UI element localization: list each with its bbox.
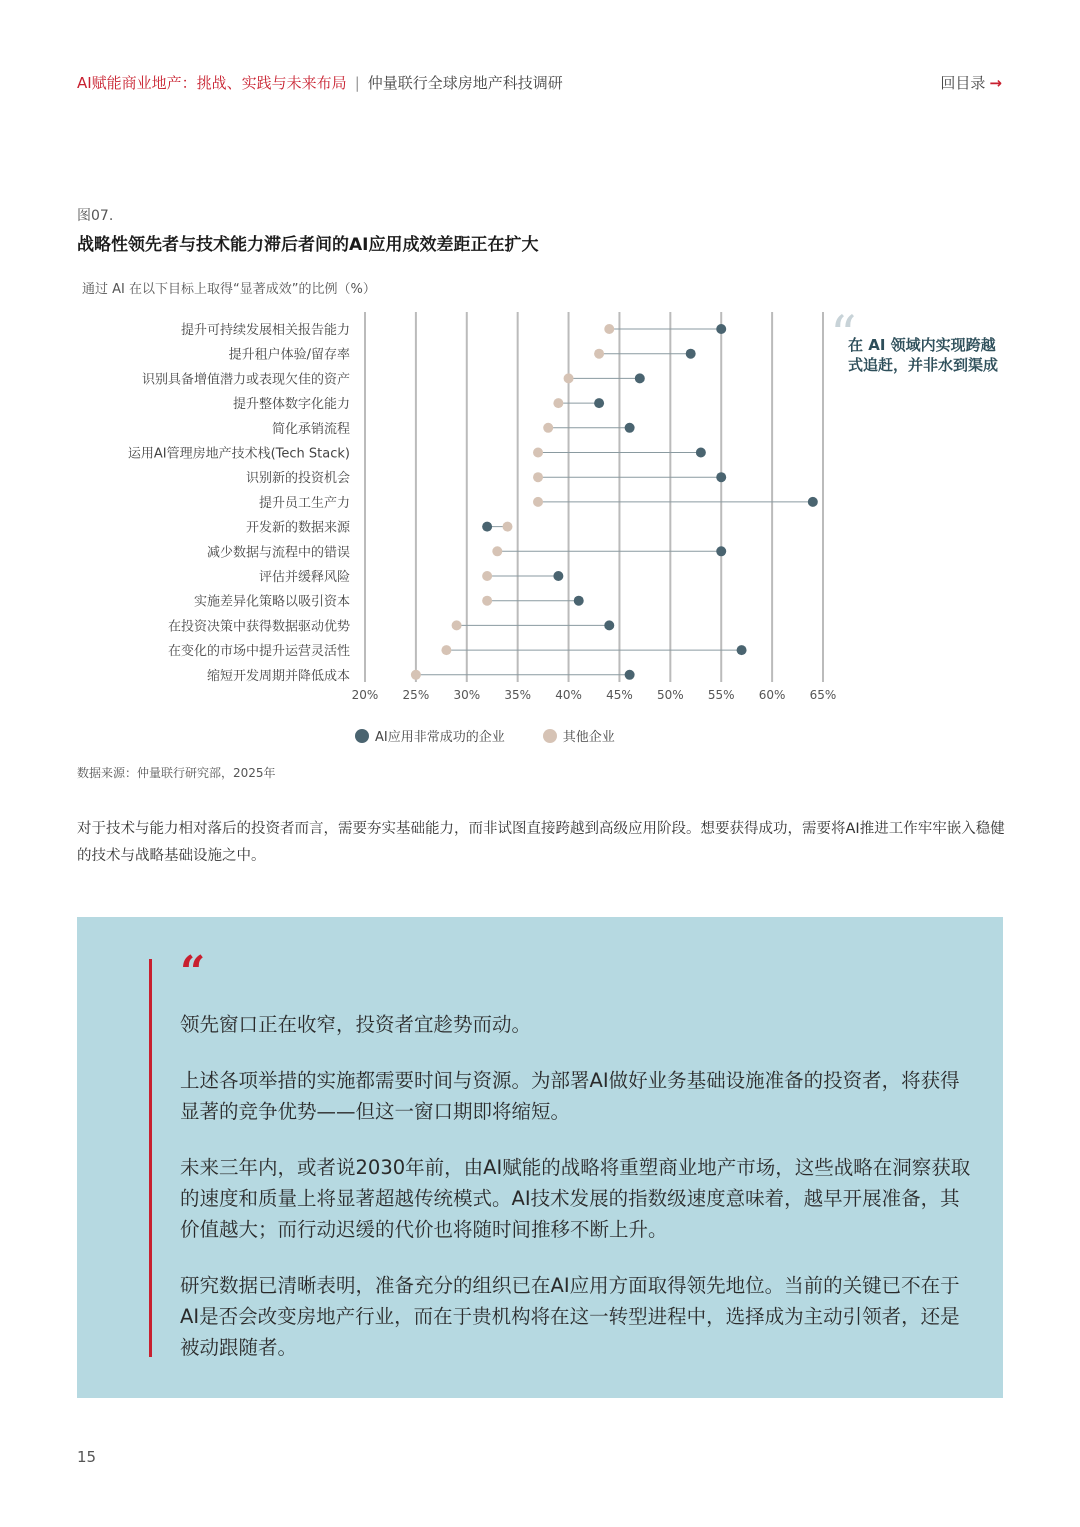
x-tick-label: 25% <box>402 688 430 702</box>
point-successful <box>635 373 645 383</box>
category-label: 评估并缓释风险 <box>258 570 350 585</box>
legend-dot-dark <box>355 729 369 743</box>
point-successful <box>737 645 747 655</box>
category-label: 提升整体数字化能力 <box>232 397 350 413</box>
category-label: 减少数据与流程中的错误 <box>206 545 350 561</box>
point-others <box>594 349 604 359</box>
x-tick-label: 60% <box>758 688 786 702</box>
body-paragraph: 对于技术与能力相对落后的投资者而言，需要夯实基础能力，而非试图直接跨越到高级应用阶段。想要获得成功，需要将AI推进工作牢牢嵌入稳健的技术与战略基础设施之中。 <box>77 821 1005 864</box>
x-tick-label: 55% <box>707 688 735 702</box>
quote-open-icon: “ <box>180 947 206 998</box>
point-successful <box>808 497 818 507</box>
data-source: 数据来源：仲量联行研究部，2025年 <box>77 766 276 780</box>
category-label: 提升租户体验/留存率 <box>228 347 350 363</box>
legend-label: AI应用非常成功的企业 <box>375 730 505 745</box>
chart-callout: 在 AI 领域内实现跨越式追赶，并非水到渠成 <box>848 336 999 374</box>
point-successful <box>716 324 726 334</box>
legend-item-successful <box>355 726 505 745</box>
category-label: 开发新的数据来源 <box>245 520 350 536</box>
point-others <box>604 324 614 334</box>
point-others <box>564 373 574 383</box>
point-successful <box>604 620 614 630</box>
figure-title: 战略性领先者与技术能力滞后者间的AI应用成效差距正在扩大 <box>77 235 539 255</box>
x-tick-label: 20% <box>351 688 379 702</box>
page-number: 15 <box>77 1448 97 1466</box>
x-tick-label: 30% <box>453 688 481 702</box>
chart-subtitle: 通过 AI 在以下目标上取得“显著成效”的比例（%） <box>82 282 376 297</box>
quote-accent-bar <box>149 959 152 1357</box>
quote-box <box>77 917 1003 1398</box>
x-tick-label: 35% <box>504 688 532 702</box>
point-successful <box>482 522 492 532</box>
point-successful <box>696 448 706 458</box>
category-label: 实施差异化策略以吸引资本 <box>193 594 350 610</box>
point-successful <box>716 472 726 482</box>
category-label: 缩短开发周期并降低成本 <box>206 668 350 684</box>
category-label: 提升员工生产力 <box>258 495 350 511</box>
quote-paragraphs <box>180 1009 975 1388</box>
page-header <box>77 72 1002 98</box>
quote-paragraph: 研究数据已清晰表明，准备充分的组织已在AI应用方面取得领先地位。当前的关键已不在于AI是否会改变房地产行业，而在于贵机构将在这一转型进程中，选择成为主动引领者，还是被动跟随者。 <box>180 1274 960 1359</box>
legend-label: 其他企业 <box>562 730 615 745</box>
point-successful <box>625 423 635 433</box>
report-subtitle: 仲量联行全球房地产科技调研 <box>367 74 563 92</box>
point-successful <box>574 596 584 606</box>
category-label: 运用AI管理房地产技术栈(Tech Stack) <box>127 446 350 462</box>
x-tick-label: 45% <box>606 688 633 702</box>
quote-paragraph: 未来三年内，或者说2030年前，由AI赋能的战略将重塑商业地产市场，这些战略在洞察获取的速度和质量上将显著超越传统模式。AI技术发展的指数级速度意味着，越早开展准备，其价值越大；而行动迟缓的代价也将随时间推移不断上升。 <box>180 1156 971 1241</box>
figure-number: 图07. <box>77 208 114 224</box>
quote-paragraph: 领先窗口正在收窄，投资者宜趁势而动。 <box>180 1013 532 1036</box>
chart-legend <box>355 726 615 745</box>
category-label: 简化承销流程 <box>271 421 350 437</box>
point-others <box>533 472 543 482</box>
point-others <box>411 670 421 680</box>
point-successful <box>686 349 696 359</box>
legend-dot-light <box>543 729 557 743</box>
point-successful <box>553 571 563 581</box>
point-successful <box>594 398 604 408</box>
point-others <box>452 620 462 630</box>
point-others <box>553 398 563 408</box>
point-successful <box>625 670 635 680</box>
back-to-contents-link[interactable] <box>940 72 1002 93</box>
category-label: 在变化的市场中提升运营灵活性 <box>167 644 350 660</box>
point-others <box>502 522 512 532</box>
report-title: AI赋能商业地产：挑战、实践与未来布局 <box>77 74 347 92</box>
header-separator: | <box>354 74 360 92</box>
x-tick-label: 50% <box>656 688 684 702</box>
point-others <box>482 571 492 581</box>
point-others <box>533 497 543 507</box>
point-others <box>543 423 553 433</box>
quote-paragraph: 上述各项举措的实施都需要时间与资源。为部署AI做好业务基础设施准备的投资者，将获得显著的竞争优势——但这一窗口期即将缩短。 <box>180 1069 960 1123</box>
point-others <box>441 645 451 655</box>
x-tick-label: 40% <box>555 688 582 702</box>
point-others <box>482 596 492 606</box>
quote-mark-icon: “ <box>830 306 857 366</box>
x-tick-label: 65% <box>809 688 837 702</box>
category-label: 识别具备增值潜力或表现欠佳的资产 <box>141 372 350 388</box>
legend-item-others <box>543 726 615 745</box>
back-label[interactable]: 回目录 <box>940 74 986 92</box>
category-label: 识别新的投资机会 <box>245 471 350 487</box>
arrow-right-icon: → <box>989 74 1002 92</box>
point-others <box>492 546 502 556</box>
category-label: 在投资决策中获得数据驱动优势 <box>167 619 350 635</box>
point-others <box>533 448 543 458</box>
point-successful <box>716 546 726 556</box>
category-label: 提升可持续发展相关报告能力 <box>180 323 350 338</box>
